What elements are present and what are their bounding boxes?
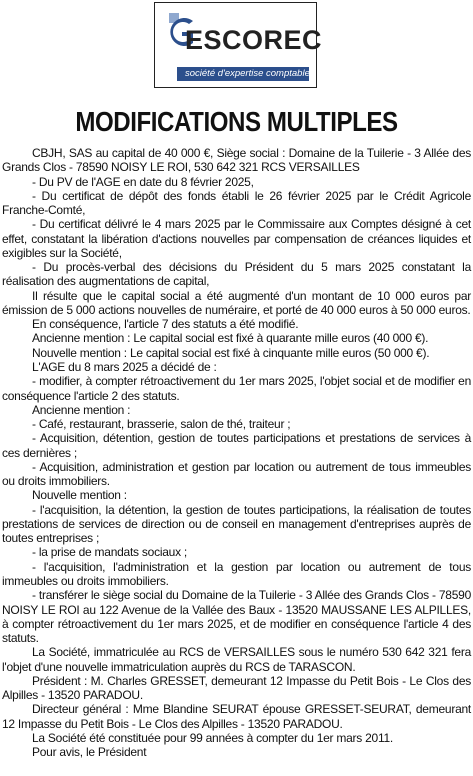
announcement-paragraph: Nouvelle mention : — [32, 488, 127, 503]
announcement-paragraph: CBJH, SAS au capital de 40 000 €, Siège social : Domaine de la Tuilerie - 3 Allée des Grands Clos - 78590 NOISY LE ROI, 530 642 321 RCS VERSAILLES — [2, 146, 471, 175]
announcement-paragraph: Nouvelle mention : Le capital social est fixé à cinquante mille euros (50 000 €). — [32, 345, 430, 360]
announcement-paragraph: Ancienne mention : — [32, 402, 131, 417]
logo-tagline: société d'expertise comptable — [177, 67, 309, 81]
document-title: MODIFICATIONS MULTIPLES — [75, 106, 398, 137]
announcement-paragraph: Il résulte que le capital social a été augmenté d'un montant de 10 000 euros par émission de 5 000 actions nouvelles de numéraire, et porté de 40 000 euros à 50 000 euros. — [2, 288, 471, 317]
announcement-paragraph: - Acquisition, détention, gestion de toutes participations et prestations de services à ces dernières ; — [2, 431, 471, 460]
announcement-paragraph: Pour avis, le Président — [32, 745, 147, 760]
announcement-paragraph: Directeur général : Mme Blandine SEURAT épouse GRESSET-SEURAT, demeurant 12 Impasse du Petit Bois - Le Clos des Alpilles - 13520 PARADOU. — [2, 702, 471, 731]
announcement-paragraph: Ancienne mention : Le capital social est fixé à quarante mille euros (40 000 €). — [32, 331, 429, 346]
logo-name: ESCOREC — [185, 25, 323, 55]
announcement-paragraph: - Du PV de l'AGE en date du 8 février 2025, — [32, 174, 254, 189]
announcement-paragraph: L'AGE du 8 mars 2025 a décidé de : — [32, 359, 217, 374]
announcement-paragraph: En conséquence, l'article 7 des statuts a été modifié. — [32, 317, 299, 332]
announcement-paragraph: La Société été constituée pour 99 années à compter du 1er mars 2011. — [32, 730, 394, 745]
announcement-paragraph: - Café, restaurant, brasserie, salon de thé, traiteur ; — [32, 417, 291, 432]
announcement-paragraph: - Du certificat de dépôt des fonds établi le 26 février 2025 par le Crédit Agricole Franche-Comté, — [2, 188, 471, 218]
announcement-paragraph: La Société, immatriculée au RCS de VERSAILLES sous le numéro 530 642 321 fera l'objet d'une nouvelle immatriculation auprès du RCS de TARASCON. — [2, 645, 471, 674]
announcement-body — [2, 146, 471, 759]
announcement-paragraph: - Acquisition, administration et gestion par location ou autrement de tous immeubles ou droits immobiliers. — [2, 459, 471, 489]
announcement-paragraph: - modifier, à compter rétroactivement du 1er mars 2025, l'objet social et de modifier en conséquence l'article 2 des statuts. — [2, 374, 471, 403]
announcement-paragraph: - l'acquisition, l'administration et la gestion par location ou autrement de tous immeubles ou droits immobiliers. — [2, 559, 471, 588]
announcement-paragraph: - Du certificat délivré le 4 mars 2025 par le Commissaire aux Comptes désigné à cet effet, constatant la libération d'actions nouvelles par compensation de créances liquides et exigibles sur la Société, — [2, 217, 471, 260]
company-logo — [154, 2, 323, 88]
announcement-paragraph: Président : M. Charles GRESSET, demeurant 12 Impasse du Petit Bois - Le Clos des Alpilles - 13520 PARADOU. — [2, 673, 471, 703]
announcement-paragraph: - transférer le siège social du Domaine de la Tuilerie - 3 Allée des Grands Clos - 78590 NOISY LE ROI au 122 Avenue de la Vallée des Baux - 13520 MAUSSANE LES ALPILLES, à compter rétroactivement du 1er mars 2025, et de modifier en conséquence l'article 4 des statuts. — [2, 588, 471, 646]
announcement-paragraph: - l'acquisition, la détention, la gestion de toutes participations, la réalisation de toutes prestations de services de direction ou de conseil en management d'entreprises auprès de toutes entreprises ; — [2, 502, 471, 546]
announcement-paragraph: - Du procès-verbal des décisions du Président du 5 mars 2025 constatant la réalisation des augmentations de capital, — [2, 260, 471, 289]
announcement-paragraph: - la prise de mandats sociaux ; — [32, 545, 187, 560]
